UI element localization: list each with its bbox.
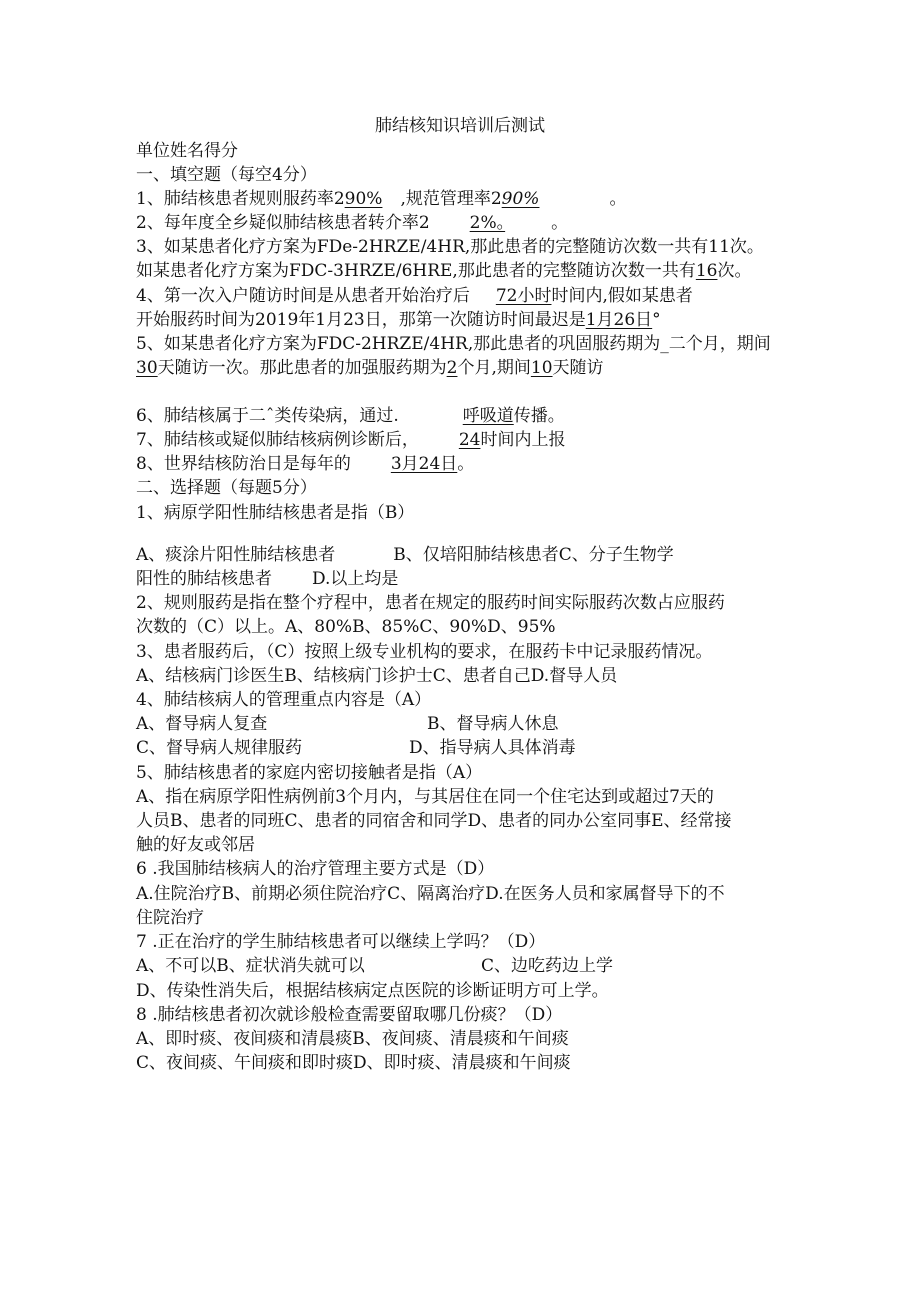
fill-question-4-line1 [136, 284, 693, 308]
fill-question-1 [136, 187, 626, 211]
choice-question-5-stem: 5、肺结核患者的家庭内密切接触者是指（A） [136, 763, 483, 783]
q1-option-a: A、痰涂片阳性肺结核患者 [136, 545, 336, 565]
q4-text-d: 开始服药时间为2019年1月23日，那第一次随访时间最迟是 [136, 310, 586, 330]
fill-question-5-line1: 5、如某患者化疗方案为FDC-2HRZE/4HR,那此患者的巩固服药期为_二个月，期间 [136, 334, 771, 354]
choice-question-1-options-line2 [136, 567, 398, 591]
section2-heading: 二、选择题（每题5分） [136, 478, 317, 498]
q1-text-a: 1、肺结核患者规则服药率2 [136, 189, 345, 209]
q1-option-bc: B、仅培阳肺结核患者C、分子生物学 [393, 545, 674, 565]
header-fields-line: 单位姓名得分 [136, 141, 238, 161]
choice-question-3-options: A、结核病门诊医生B、结核病门诊护士C、患者自己D.督导人员 [136, 666, 618, 686]
fill-question-3-line1: 3、如某患者化疗方案为FDe-2HRZE/4HR,那此患者的完整随访次数一共有11次。 [136, 237, 764, 257]
q5-text-f: 天随访 [552, 358, 604, 378]
q4-answer-1: 72小时 [495, 286, 552, 306]
choice-question-4-options-ab [136, 712, 559, 736]
q4-text-a: 4、第一次入户随访时间是从患者开始治疗后 [136, 286, 470, 306]
choice-question-7-option-d: D、传染性消失后，根据结核病定点医院的诊断证明方可上学。 [136, 981, 609, 1001]
q5-answer-2: 2 [446, 358, 458, 378]
choice-question-2-line2: 次数的（C）以上。A、80%B、85%C、90%D、95% [136, 617, 556, 637]
q4-answer-2: 1月26日 [585, 310, 653, 330]
q4-option-c: C、督导病人规律服药 [136, 738, 303, 758]
q7-option-c: C、边吃药边上学 [481, 956, 614, 976]
q4-option-d: D、指导病人具体消毒 [409, 738, 576, 758]
q1-option-c-cont: 阳性的肺结核患者 [136, 569, 272, 589]
choice-question-7-options-abc [136, 954, 614, 978]
q8-answer: 3月24日 [390, 454, 458, 474]
q5-answer-1: 30 [136, 358, 158, 378]
q1-answer-1: 90% [344, 189, 383, 209]
q5-answer-3: 10 [530, 358, 553, 378]
q6-answer: 呼吸道 [462, 406, 514, 426]
document-title: 肺结核知识培训后测试 [375, 116, 545, 136]
choice-question-6-stem: 6 .我国肺结核病人的治疗管理主要方式是（D） [136, 859, 495, 879]
q6-text-c: 传播。 [513, 406, 565, 426]
choice-question-2-line1: 2、规则服药是指在整个疗程中，患者在规定的服药时间实际服药次数占应服药 [136, 593, 725, 613]
choice-question-5-line2: A、指在病原学阳性病例前3个月内，与其居住在同一个住宅达到或超过7天的 [136, 787, 714, 807]
q4-text-c: 时间内,假如某患者 [551, 286, 693, 306]
q1-answer-2: 90% [501, 189, 540, 209]
fill-question-5-line2 [136, 356, 604, 380]
fill-question-6 [136, 404, 565, 428]
q2-text-c: 。 [551, 213, 569, 233]
fill-question-7 [136, 428, 565, 452]
q5-text-d: 个月,期间 [457, 358, 531, 378]
choice-question-1-stem: 1、病原学阳性肺结核患者是指（B） [136, 503, 415, 523]
fill-question-2 [136, 211, 568, 235]
choice-question-8-line3: C、夜间痰、午间痰和即时痰D、即时痰、清晨痰和午间痰 [136, 1053, 571, 1073]
choice-question-4-stem: 4、肺结核病人的管理重点内容是（A） [136, 690, 432, 710]
choice-question-5-line4: 触的好友或邻居 [136, 835, 255, 855]
q2-answer: 2%。 [469, 213, 506, 233]
q7-answer: 24 [458, 430, 481, 450]
fill-question-3-line2 [136, 259, 751, 283]
fill-question-8 [136, 452, 474, 476]
q8-text-a: 8、世界结核防治日是每年的 [136, 454, 351, 474]
fill-question-4-line2 [136, 308, 661, 332]
q4-option-b: B、督导病人休息 [427, 714, 559, 734]
q7-text-a: 7、肺结核或疑似肺结核病例诊断后， [136, 430, 419, 450]
q1-option-d: D.以上均是 [312, 569, 399, 589]
q1-text-d: 。 [609, 189, 627, 209]
choice-question-8-line2: A、即时痰、夜间痰和清晨痰B、夜间痰、清晨痰和午间痰 [136, 1029, 569, 1049]
section1-heading: 一、填空题（每空4分） [136, 165, 317, 185]
choice-question-1-options [136, 543, 674, 567]
q3-text-a: 如某患者化疗方案为FDC-3HRZE/6HRE,那此患者的完整随访次数一共有 [136, 261, 696, 281]
q4-option-a: A、督导病人复查 [136, 714, 268, 734]
choice-question-6-line3: 住院治疗 [136, 908, 204, 928]
q8-text-c: 。 [457, 454, 475, 474]
q3-answer: 16 [695, 261, 718, 281]
choice-question-5-line3: 人员B、患者的同班C、患者的同宿舍和同学D、患者的同办公室同事E、经常接 [136, 811, 732, 831]
q6-text-a: 6、肺结核属于二ˆ类传染病，通过. [136, 406, 399, 426]
q2-text-a: 2、每年度全乡疑似肺结核患者转介率2 [136, 213, 430, 233]
choice-question-3-stem: 3、患者服药后，（C）按照上级专业机构的要求，在服药卡中记录服药情况。 [136, 642, 713, 662]
choice-question-4-options-cd [136, 736, 576, 760]
q3-text-c: 次。 [717, 261, 752, 281]
q1-text-c: ,规范管理率2 [400, 189, 502, 209]
choice-question-6-line2: A.住院治疗B、前期必须住院治疗C、隔离治疗D.在医务人员和家属督导下的不 [136, 884, 725, 904]
choice-question-7-stem: 7 .正在治疗的学生肺结核患者可以继续上学吗？（D） [136, 932, 546, 952]
q4-text-f: ° [652, 310, 661, 330]
q7-option-ab: A、不可以B、症状消失就可以 [136, 956, 365, 976]
q7-text-c: 时间内上报 [480, 430, 566, 450]
q5-text-b: 天随访一次。那此患者的加强服药期为 [157, 358, 447, 378]
choice-question-8-stem: 8 .肺结核患者初次就诊般检查需要留取哪几份痰？（D） [136, 1005, 563, 1025]
